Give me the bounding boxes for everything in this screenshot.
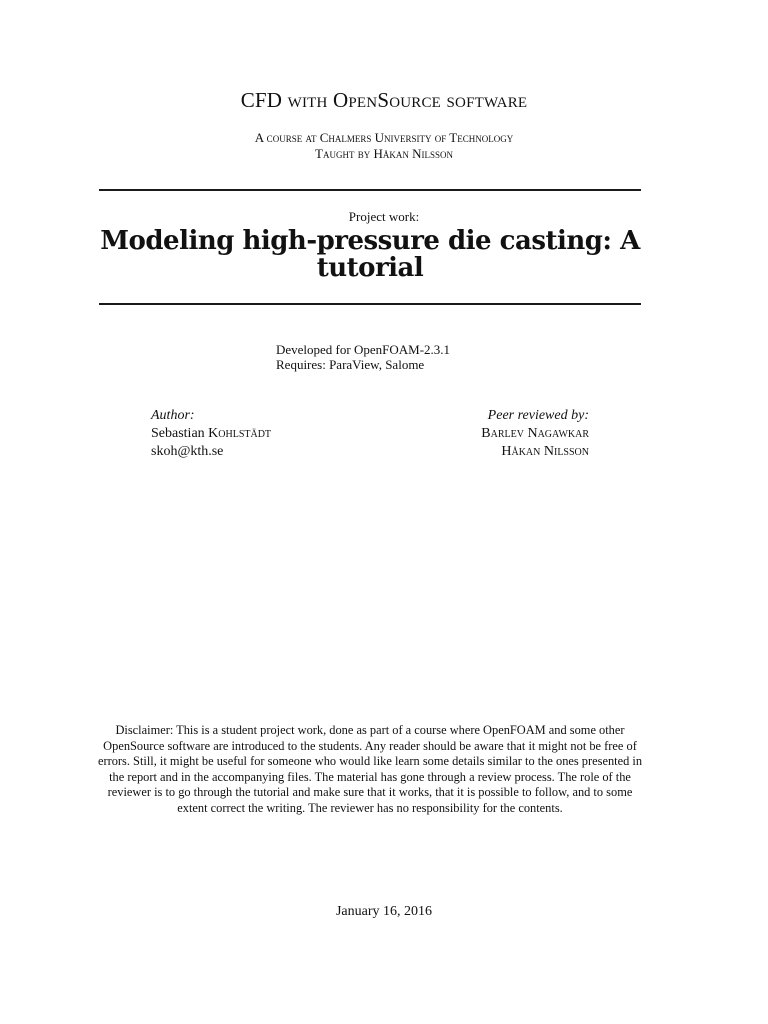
author-block bbox=[151, 407, 271, 461]
document-date: January 16, 2016 bbox=[335, 904, 433, 919]
author-email: skoh@kth.se bbox=[151, 444, 224, 459]
author-name bbox=[151, 425, 271, 443]
author-first-name: Sebastian bbox=[151, 426, 205, 441]
course-subtitle-university: A course at Chalmers University of Technology bbox=[254, 130, 514, 145]
reviewer-block bbox=[340, 407, 589, 461]
reviewer-name-2: Håkan Nilsson bbox=[501, 444, 589, 459]
author-heading: Author: bbox=[151, 408, 195, 423]
course-title-rest: with OpenSource software bbox=[287, 88, 528, 112]
developed-for-line: Developed for OpenFOAM-2.3.1 bbox=[276, 342, 451, 357]
requirements-block bbox=[276, 342, 450, 372]
project-work-label: Project work: bbox=[348, 209, 420, 224]
reviewer-heading: Peer reviewed by: bbox=[487, 408, 589, 423]
author-last-name: Kohlstädt bbox=[208, 426, 272, 441]
reviewer-name-1: Barlev Nagawkar bbox=[481, 426, 589, 441]
disclaimer-text: Disclaimer: This is a student project work, done as part of a course where OpenFOAM and some other OpenSource software are introduced to the students. Any reader should be aware that it might not be free of errors. Still, it might be useful for someone who would like learn some details similar to the ones presented in the report and in the accompanying files. The material has gone through a review process. The role of the reviewer is to go through the tutorial and make sure that it works, that it is possible to follow, and to some extent correct the writing. The reviewer has no responsibility for the contents. bbox=[97, 723, 643, 815]
title-rule-bottom bbox=[99, 303, 641, 305]
requires-line: Requires: ParaView, Salome bbox=[276, 357, 425, 372]
course-subtitle-teacher: Taught by Håkan Nilsson bbox=[315, 146, 453, 161]
title-rule-top bbox=[99, 189, 641, 191]
course-title bbox=[0, 88, 768, 113]
document-title: Modeling high-pressure die casting: A tutorial bbox=[100, 226, 640, 283]
course-title-acronym: CFD bbox=[240, 88, 283, 112]
